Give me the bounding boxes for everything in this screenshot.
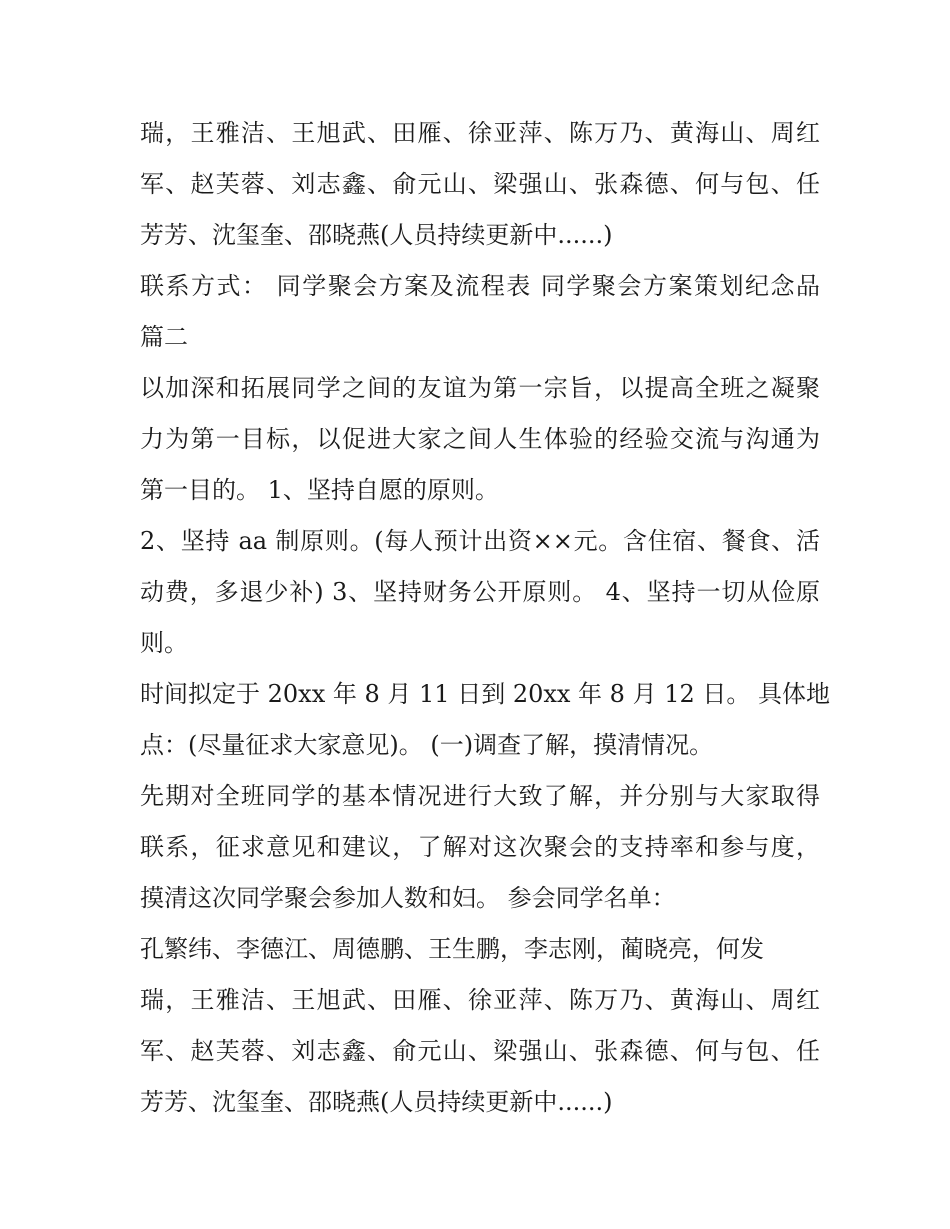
text-line: 联系，征求意见和建议，了解对这次聚会的支持率和参与度， [140,833,820,861]
text-line: 篇二 [140,323,188,351]
text-line: 第一目的。 1、坚持自愿的原则。 [140,476,499,504]
text-line: 瑞，王雅洁、王旭武、田雁、徐亚萍、陈万乃、黄海山、周红 [140,119,820,147]
text-line: 芳芳、沈玺奎、邵晓燕(人员持续更新中......) [140,1088,613,1116]
text-line: 芳芳、沈玺奎、邵晓燕(人员持续更新中......) [140,221,613,249]
text-line: 瑞，王雅洁、王旭武、田雁、徐亚萍、陈万乃、黄海山、周红 [140,986,820,1014]
text-line: 军、赵芙蓉、刘志鑫、俞元山、梁强山、张森德、何与包、任 [140,170,820,198]
text-line: 点：(尽量征求大家意见)。 (一)调查了解，摸清情况。 [140,731,714,759]
text-line: 军、赵芙蓉、刘志鑫、俞元山、梁强山、张森德、何与包、任 [140,1037,820,1065]
text-line: 联系方式： 同学聚会方案及流程表 同学聚会方案策划纪念品 [140,272,820,300]
text-line: 先期对全班同学的基本情况进行大致了解，并分别与大家取得 [140,782,820,810]
document-body [140,108,831,1128]
text-line: 力为第一目标，以促进大家之间人生体验的经验交流与沟通为 [140,425,820,453]
text-line: 孔繁纬、李德江、周德鹏、王生鹏，李志刚，蔺晓亮，何发 [140,935,764,963]
text-line: 则。 [140,629,188,657]
text-line: 以加深和拓展同学之间的友谊为第一宗旨，以提高全班之凝聚 [140,374,820,402]
text-line: 摸清这次同学聚会参加人数和妇。 参会同学名单： [140,884,676,912]
text-line: 2、坚持 aa 制原则。(每人预计出资××元。含住宿、餐食、活 [140,527,820,555]
text-line: 时间拟定于 20xx 年 8 月 11 日到 20xx 年 8 月 12 日。 具体地 [140,680,831,708]
text-line: 动费，多退少补) 3、坚持财务公开原则。 4、坚持一切从俭原 [140,578,820,606]
